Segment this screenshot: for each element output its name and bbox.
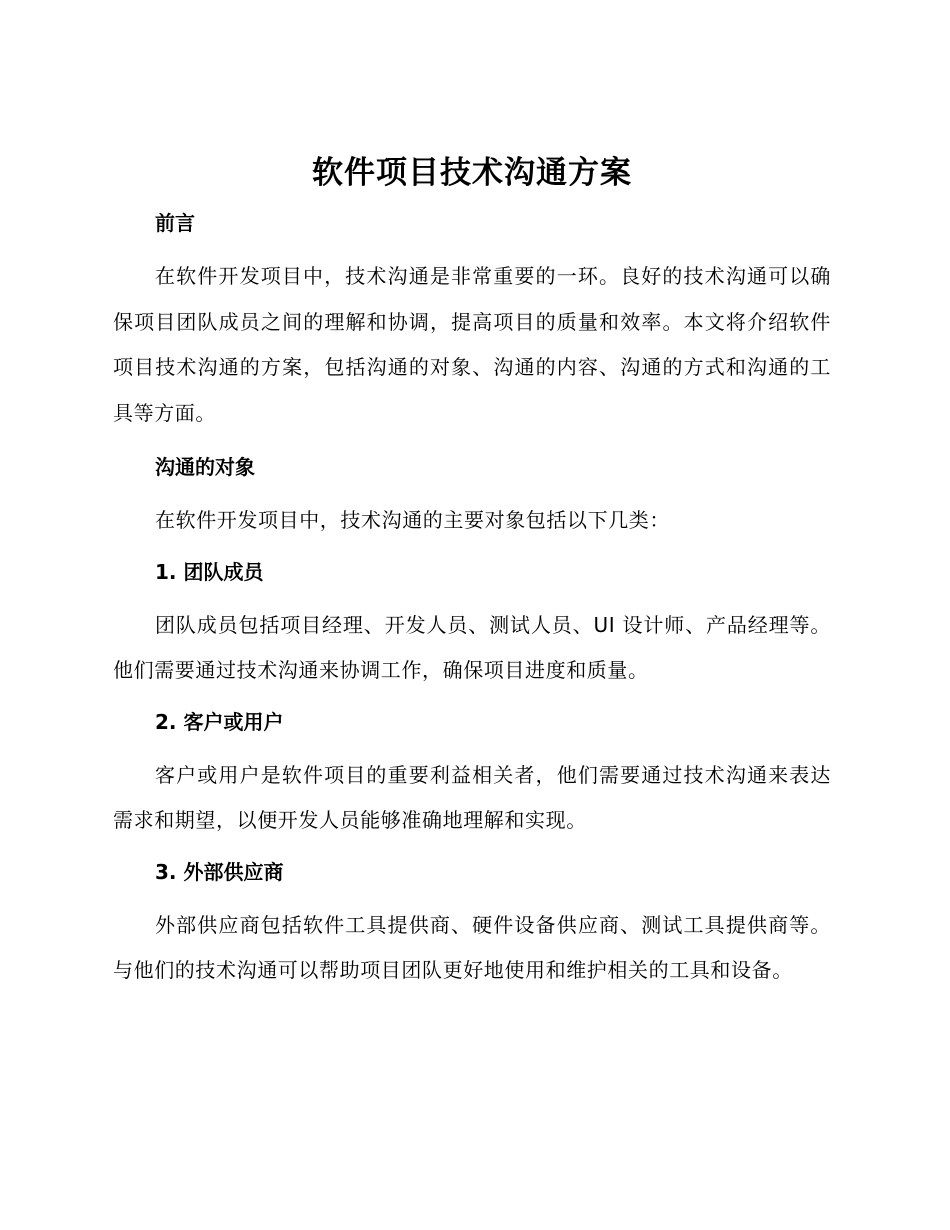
subheading-customers: 2. 客户或用户 (155, 709, 284, 734)
paragraph-preface: 在软件开发项目中，技术沟通是非常重要的一环。良好的技术沟通可以确保项目团队成员之间的理解和协调，提高项目的质量和效率。本文将介绍软件项目技术沟通的方案，包括沟通的对象、沟通的内容、沟通的方式和沟通的工具等方面。 (113, 264, 831, 425)
paragraph-vendors: 外部供应商包括软件工具提供商、硬件设备供应商、测试工具提供商等。与他们的技术沟通可以帮助项目团队更好地使用和维护相关的工具和设备。 (113, 912, 831, 982)
section-heading-preface: 前言 (155, 211, 195, 235)
section-heading-audience: 沟通的对象 (155, 455, 255, 479)
document-content (113, 148, 831, 994)
document-title: 软件项目技术沟通方案 (312, 155, 632, 191)
paragraph-audience-intro: 在软件开发项目中，技术沟通的主要对象包括以下几类： (155, 508, 670, 532)
paragraph-customers: 客户或用户是软件项目的重要利益相关者，他们需要通过技术沟通来表达需求和期望，以便开发人员能够准确地理解和实现。 (113, 762, 831, 832)
subheading-team-members: 1. 团队成员 (155, 559, 264, 584)
subheading-vendors: 3. 外部供应商 (155, 859, 284, 884)
paragraph-team-members: 团队成员包括项目经理、开发人员、测试人员、UI 设计师、产品经理等。他们需要通过技术沟通来协调工作，确保项目进度和质量。 (113, 612, 831, 682)
